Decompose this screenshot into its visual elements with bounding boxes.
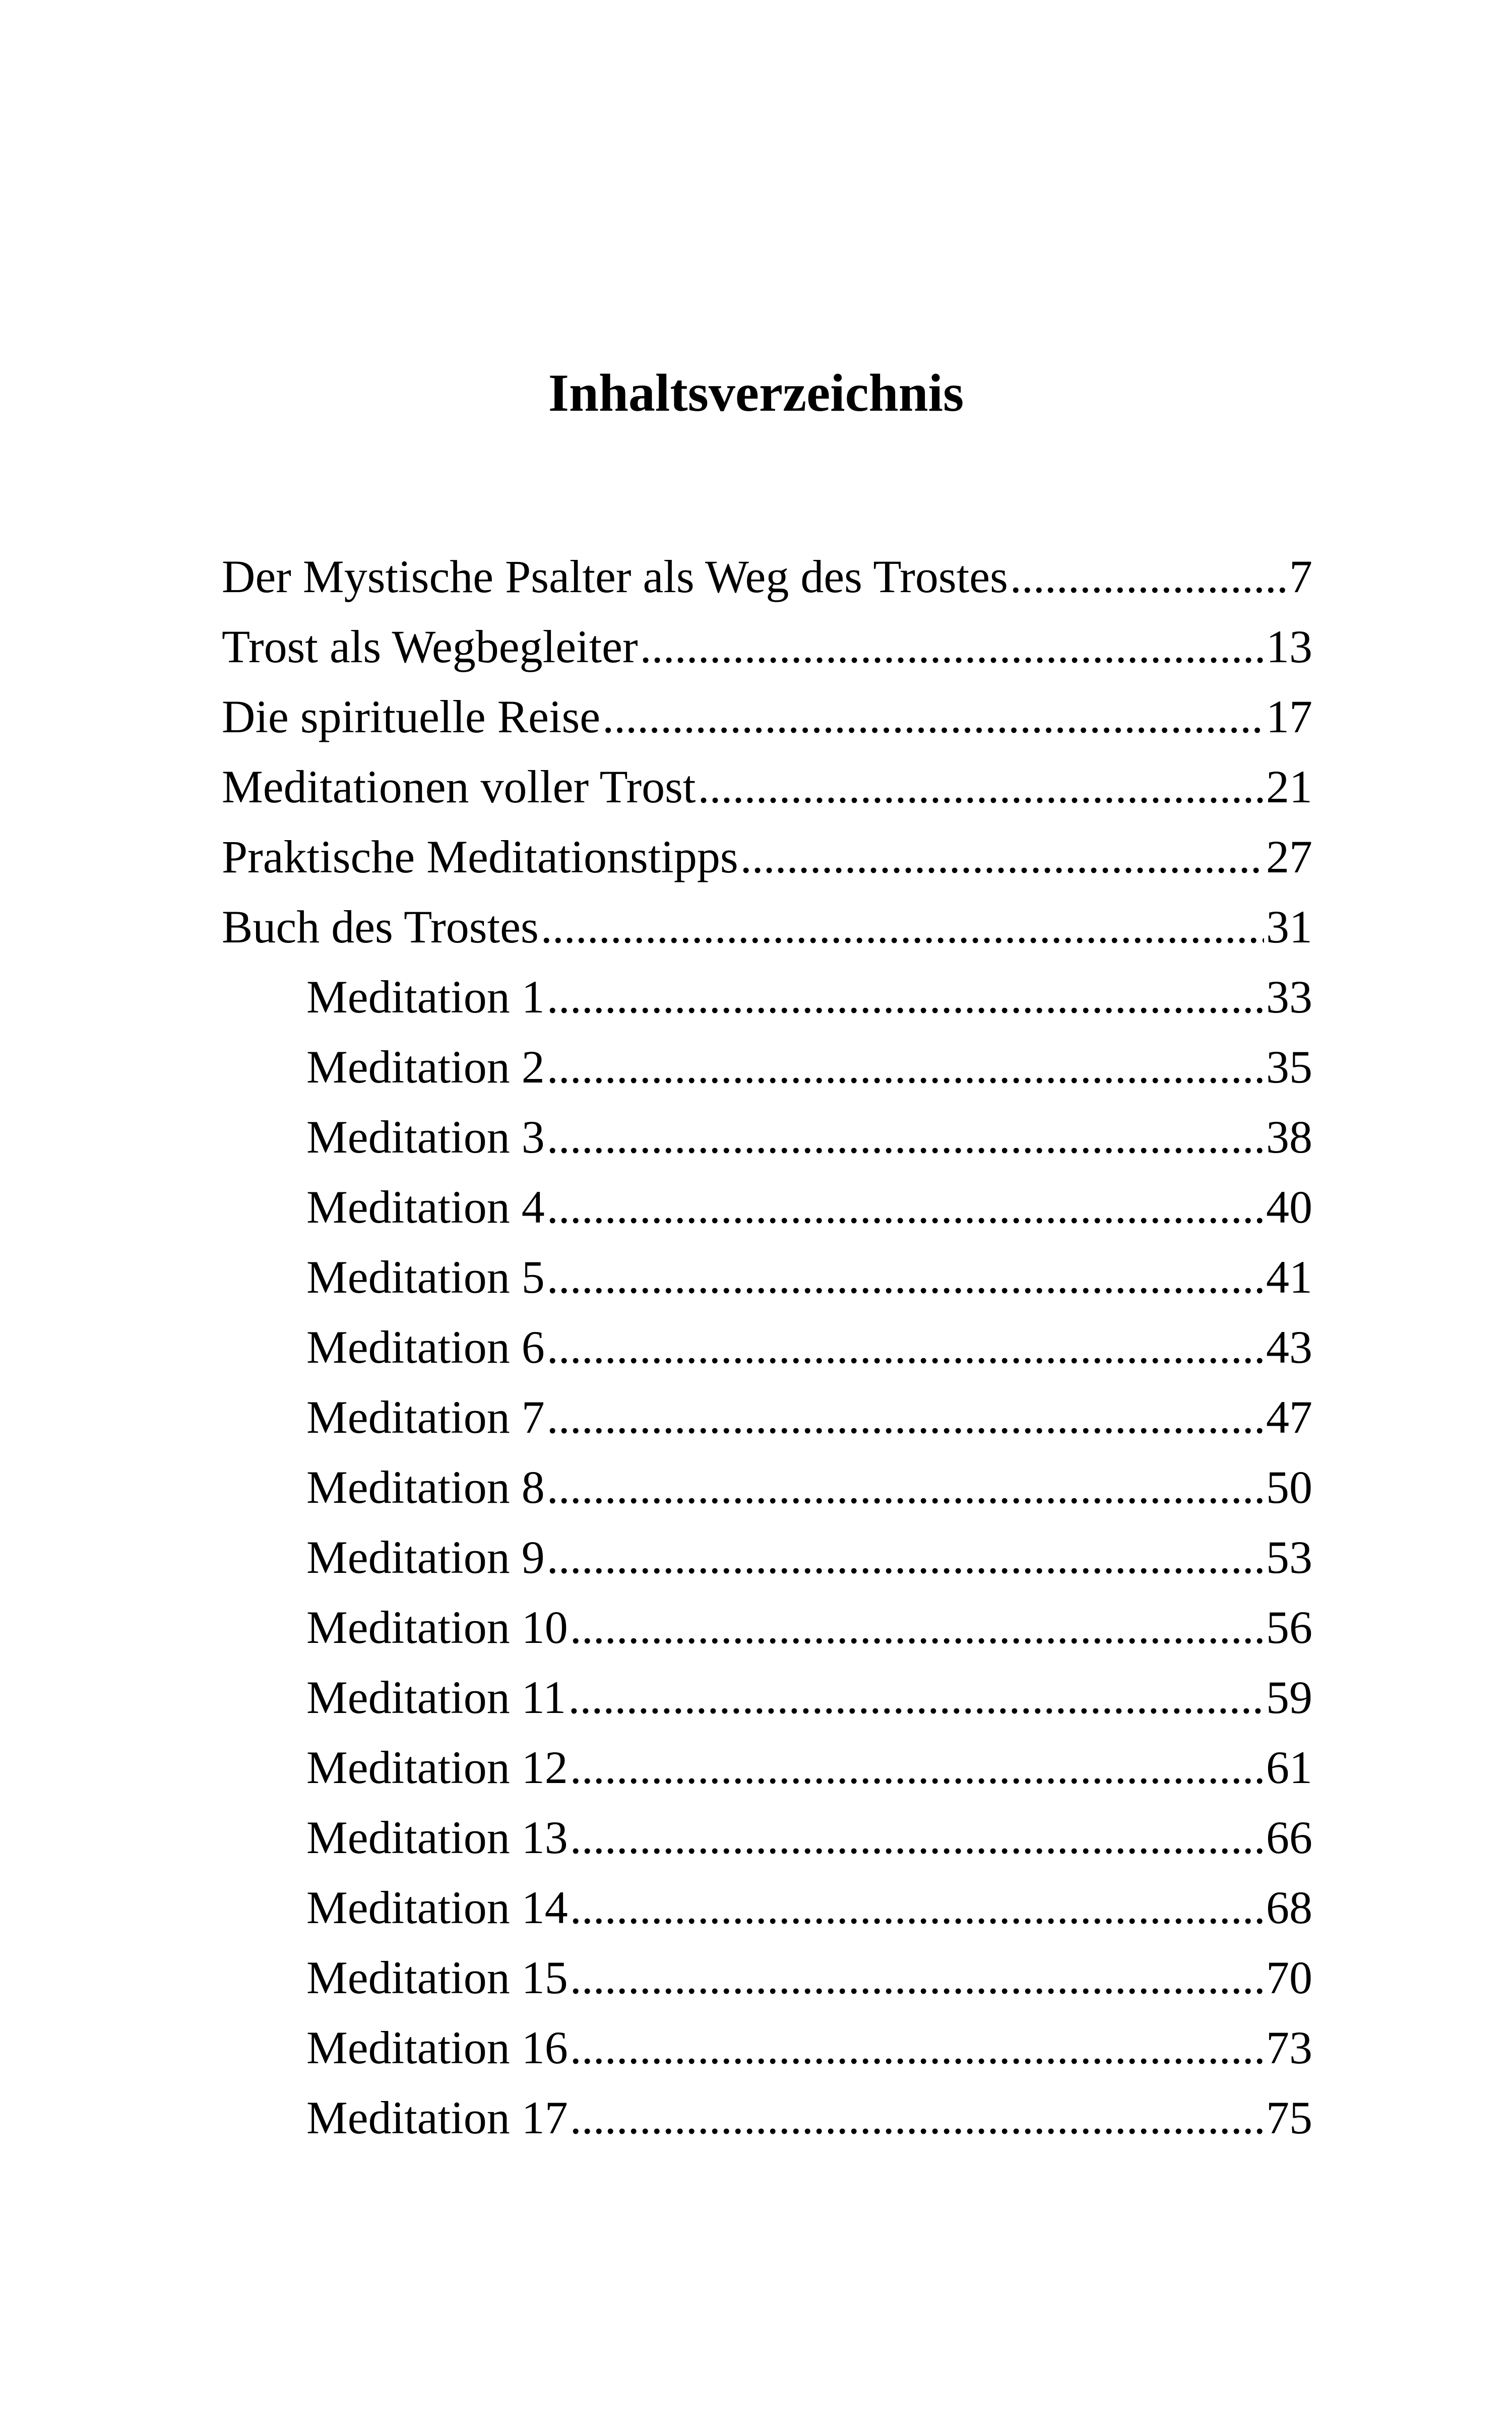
toc-entry	[222, 2083, 1312, 2153]
toc-entry-page-number: 21	[1266, 761, 1312, 812]
dot-leader	[547, 1382, 1264, 1452]
dot-leader	[570, 2083, 1264, 2153]
toc-entry-label: Meditation 16	[306, 2022, 568, 2073]
toc-entry	[222, 1943, 1312, 2013]
toc-entry	[222, 962, 1312, 1032]
toc-entry-label: Trost als Wegbegleiter	[222, 621, 638, 672]
toc-entry-page-number: 35	[1266, 1041, 1312, 1093]
dot-leader	[602, 682, 1264, 752]
toc-entry	[222, 1102, 1312, 1172]
toc-entry-page-number: 7	[1289, 551, 1312, 602]
toc-entry-label: Meditation 9	[306, 1532, 545, 1583]
dot-leader	[547, 1172, 1264, 1242]
dot-leader	[570, 1803, 1264, 1873]
dot-leader	[541, 892, 1264, 962]
toc-entry	[222, 612, 1312, 682]
toc-entry-label: Meditation 6	[306, 1321, 545, 1373]
toc-entry-label: Praktische Meditationstipps	[222, 831, 738, 882]
toc-entry-page-number: 59	[1266, 1672, 1312, 1723]
dot-leader	[570, 1593, 1264, 1663]
toc-entry-label: Meditation 17	[306, 2092, 568, 2143]
toc-entry-page-number: 50	[1266, 1461, 1312, 1513]
toc-entry-page-number: 75	[1266, 2092, 1312, 2143]
toc-entry	[222, 752, 1312, 822]
toc-entry-page-number: 41	[1266, 1251, 1312, 1303]
toc-entry-label: Meditation 12	[306, 1742, 568, 1793]
page-title: Inhaltsverzeichnis	[548, 363, 964, 422]
dot-leader	[547, 1032, 1264, 1102]
toc-entry	[222, 1312, 1312, 1382]
toc-entry-label: Meditation 5	[306, 1251, 545, 1303]
toc-entry-page-number: 13	[1266, 621, 1312, 672]
toc-entry-label: Meditation 10	[306, 1602, 568, 1653]
toc-entry-page-number: 56	[1266, 1602, 1312, 1653]
dot-leader	[568, 1663, 1264, 1733]
toc-entry	[222, 822, 1312, 892]
toc-entry-label: Meditation 7	[306, 1391, 545, 1443]
toc-entry-label: Buch des Trostes	[222, 901, 539, 952]
toc-entry-page-number: 31	[1266, 901, 1312, 952]
dot-leader	[547, 1102, 1264, 1172]
toc-entry-page-number: 27	[1266, 831, 1312, 882]
toc-entry	[222, 2013, 1312, 2083]
dot-leader	[1010, 542, 1287, 612]
toc-entry	[222, 1522, 1312, 1593]
toc-entry-page-number: 38	[1266, 1111, 1312, 1163]
dot-leader	[547, 1312, 1264, 1382]
dot-leader	[640, 612, 1264, 682]
toc-entry-page-number: 33	[1266, 971, 1312, 1023]
toc-entry-label: Meditation 14	[306, 1882, 568, 1933]
toc-entry	[222, 1172, 1312, 1242]
toc-entry-label: Meditation 13	[306, 1812, 568, 1863]
toc-entry-label: Meditationen voller Trost	[222, 761, 696, 812]
toc-entry-label: Die spirituelle Reise	[222, 691, 601, 742]
dot-leader	[698, 752, 1264, 822]
dot-leader	[547, 1522, 1264, 1593]
toc-entry	[222, 1873, 1312, 1943]
toc-entry	[222, 1032, 1312, 1102]
toc-entry-label: Meditation 2	[306, 1041, 545, 1093]
toc-entry-label: Meditation 11	[306, 1672, 566, 1723]
toc-entry	[222, 892, 1312, 962]
toc-entry-label: Meditation 4	[306, 1181, 545, 1233]
toc-entry-page-number: 68	[1266, 1882, 1312, 1933]
toc-entry-label: Meditation 3	[306, 1111, 545, 1163]
dot-leader	[547, 962, 1264, 1032]
dot-leader	[570, 1943, 1264, 2013]
toc-entry-label: Der Mystische Psalter als Weg des Trostes	[222, 551, 1008, 602]
toc-entry-page-number: 73	[1266, 2022, 1312, 2073]
toc-entry-page-number: 70	[1266, 1952, 1312, 2003]
toc-entry	[222, 1803, 1312, 1873]
toc-entry-label: Meditation 8	[306, 1461, 545, 1513]
toc-entry-page-number: 17	[1266, 691, 1312, 742]
toc-entry-page-number: 61	[1266, 1742, 1312, 1793]
dot-leader	[547, 1452, 1264, 1522]
toc-entry	[222, 1242, 1312, 1312]
toc-entry	[222, 682, 1312, 752]
toc-entry	[222, 1382, 1312, 1452]
dot-leader	[570, 2013, 1264, 2083]
toc-entry-page-number: 40	[1266, 1181, 1312, 1233]
dot-leader	[570, 1873, 1264, 1943]
toc-entry-label: Meditation 15	[306, 1952, 568, 2003]
toc-entry	[222, 1663, 1312, 1733]
dot-leader	[740, 822, 1264, 892]
toc-entry	[222, 1733, 1312, 1803]
toc-entry-label: Meditation 1	[306, 971, 545, 1023]
toc-entry	[222, 1593, 1312, 1663]
toc-entry-page-number: 66	[1266, 1812, 1312, 1863]
toc-entry	[222, 542, 1312, 612]
toc-entry-page-number: 43	[1266, 1321, 1312, 1373]
dot-leader	[547, 1242, 1264, 1312]
toc-entry-page-number: 47	[1266, 1391, 1312, 1443]
toc-entry-page-number: 53	[1266, 1532, 1312, 1583]
dot-leader	[570, 1733, 1264, 1803]
toc-entry	[222, 1452, 1312, 1522]
table-of-contents	[222, 542, 1312, 2153]
